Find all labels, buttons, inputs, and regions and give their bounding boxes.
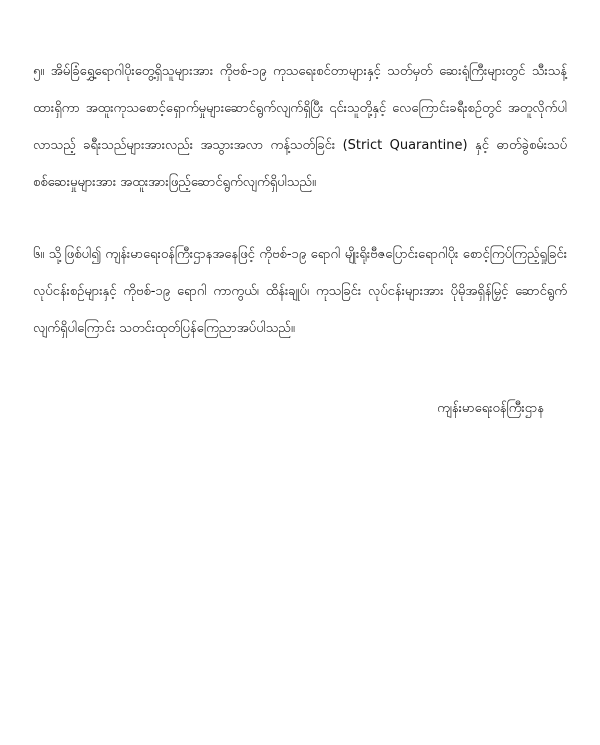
issuer-signature: ကျန်းမာရေးဝန်ကြီးဌာန: [437, 401, 544, 416]
paragraph-6: ၆။ သို့ဖြစ်ပါ၍ ကျန်းမာရေးဝန်ကြီးဌာနအနေဖြင့် ကိုဗစ်-၁၉ ရောဂါ မျိုးရိုးဗီဇပြောင်းရောဂါပိုး စောင့်ကြပ်ကြည့်ရှုခြင်းလုပ်ငန်းစဉ်များနှင့် ကိုဗစ်-၁၉ ရောဂါ ကာကွယ်၊ ထိန်းချုပ်၊ ကုသခြင်း လုပ်ငန်းများအား ပိုမိုအရှိန်မြှင့် ဆောင်ရွက်လျက်ရှိပါကြောင်း သတင်းထုတ်ပြန်ကြေညာအပ်ပါသည်။: [33, 247, 567, 336]
paragraph-5: ၅။ အိမ်ခြံရွှေ့ရောဂါပိုးတွေ့ရှိသူများအား ကိုဗစ်-၁၉ ကုသရေးစင်တာများနှင့် သတ်မှတ် ဆေးရုံကြီးများတွင် သီးသန့်ထားရှိကာ အထူးကုသစောင့်ရှောက်မှုများဆောင်ရွက်လျက်ရှိပြီး ၎င်းသူတို့နှင့် လေကြောင်းခရီးစဉ်တွင် အတူလိုက်ပါလာသည့် ခရီးသည်များအားလည်း အသွားအလာ ကန့်သတ်ခြင်း (Strict Quarantine) နှင့် ဓာတ်ခွဲစမ်းသပ်စစ်ဆေးမှုများအား အထူးအားဖြည့်ဆောင်ရွက်လျက်ရှိပါသည်။: [33, 64, 567, 190]
